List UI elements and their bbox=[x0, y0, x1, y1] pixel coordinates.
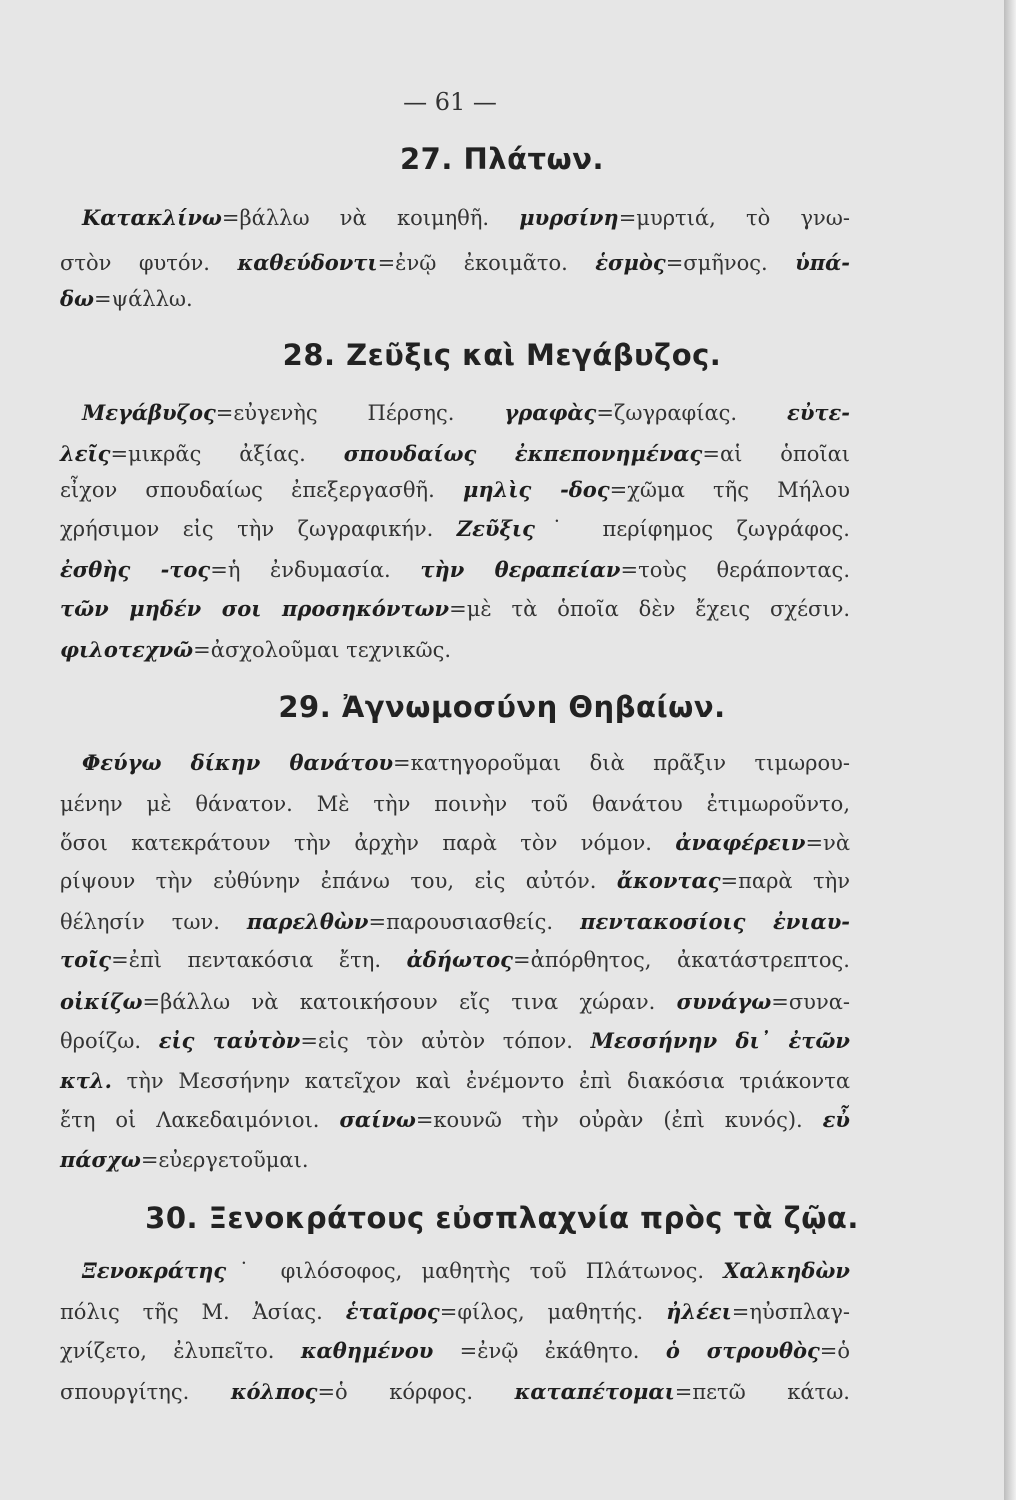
text-line bbox=[82, 748, 850, 778]
definition-text: μένην μὲ θάνατον. Μὲ τὴν ποινὴν τοῦ θανάτου ἐτιμωροῦντο, bbox=[60, 792, 850, 816]
glossary-term: λεῖς bbox=[60, 441, 111, 466]
text-line bbox=[60, 987, 850, 1017]
definition-text: =μικρᾶς ἀξίας. bbox=[110, 442, 344, 466]
definition-text: πόλις τῆς Μ. Ἀσίας. bbox=[60, 1300, 346, 1324]
definition-text: =ἐνῷ ἐκοιμᾶτο. bbox=[377, 251, 596, 275]
glossary-term: σπουδαίως ἐκπεπονημένας bbox=[343, 441, 703, 466]
text-line bbox=[60, 248, 850, 278]
glossary-term: οἰκίζω bbox=[60, 989, 143, 1014]
glossary-term: τὴν θεραπείαν bbox=[420, 557, 621, 582]
definition-text: =σμῆνος. bbox=[665, 251, 796, 275]
glossary-term: ἑταῖρος bbox=[345, 1299, 440, 1324]
definition-text: στὸν φυτόν. bbox=[60, 251, 238, 275]
definition-text: =συνα- bbox=[771, 990, 850, 1014]
glossary-term: ἄκοντας bbox=[616, 868, 721, 893]
text-line bbox=[60, 284, 850, 314]
definition-text: =ψάλλω. bbox=[94, 287, 193, 311]
section-29-heading: 29. Ἀγνωμοσύνη Θηβαίων. bbox=[278, 690, 726, 724]
definition-text: =αἱ ὁποῖαι bbox=[702, 442, 850, 466]
definition-text: =ηὐσπλαγ- bbox=[731, 1300, 850, 1324]
text-line bbox=[82, 1256, 850, 1286]
glossary-term: ἑσμὸς bbox=[595, 250, 666, 275]
text-line bbox=[60, 1297, 850, 1327]
definition-text: =πετῶ κάτω. bbox=[674, 1380, 850, 1404]
glossary-term: κτλ. bbox=[60, 1068, 112, 1093]
glossary-term: μυρσίνη bbox=[519, 205, 619, 230]
definition-text: =μὲ τὰ ὁποῖα δὲν ἔχεις σχέσιν. bbox=[449, 597, 851, 621]
glossary-term: ὑπά- bbox=[795, 250, 850, 275]
text-line bbox=[60, 907, 850, 937]
glossary-term: πεντακοσίοις ἐνιαυ- bbox=[580, 909, 850, 934]
definition-text: =εὐεργετοῦμαι. bbox=[140, 1148, 309, 1172]
glossary-term: σαίνω bbox=[339, 1107, 416, 1132]
glossary-term: Ξενοκράτης bbox=[82, 1258, 227, 1283]
glossary-term: Μεσσήνην δι᾽ ἐτῶν bbox=[590, 1028, 850, 1053]
text-line bbox=[60, 594, 850, 624]
glossary-term: καθημένου bbox=[300, 1338, 434, 1363]
glossary-term: Χαλκηδὼν bbox=[723, 1258, 850, 1283]
glossary-term: τοῖς bbox=[60, 947, 112, 972]
glossary-term: ἐσθὴς -τος bbox=[60, 557, 211, 582]
definition-text: =μυρτιά, τὸ γνω- bbox=[618, 206, 850, 230]
text-line bbox=[60, 635, 850, 665]
glossary-term: συνάγω bbox=[676, 989, 772, 1014]
definition-text: ρίψουν τὴν εὐθύνην ἐπάνω του, εἰς αὐτόν. bbox=[60, 869, 617, 893]
definition-text: θέλησίν των. bbox=[60, 910, 247, 934]
glossary-term: καταπέτομαι bbox=[514, 1379, 675, 1404]
glossary-term: ὁ στρουθὸς bbox=[665, 1338, 820, 1363]
section-27-heading: 27. Πλάτων. bbox=[400, 142, 604, 176]
text-line bbox=[60, 439, 850, 469]
glossary-term: τῶν μηδέν σοι προσηκόντων bbox=[60, 596, 450, 621]
text-line bbox=[60, 1026, 850, 1056]
text-line bbox=[60, 789, 850, 819]
definition-text: =εὐγενὴς Πέρσης. bbox=[215, 401, 505, 425]
glossary-term: φιλοτεχνῶ bbox=[60, 637, 194, 662]
definition-text: χνίζετο, ἐλυπεῖτο. bbox=[60, 1339, 301, 1363]
glossary-term: κόλπος bbox=[230, 1379, 318, 1404]
definition-text: =βάλλω νὰ κατοικήσουν εἴς τινα χώραν. bbox=[142, 990, 677, 1014]
definition-text: ˙ περίφημος ζωγράφος. bbox=[534, 517, 850, 541]
definition-text: =βάλλω νὰ κοιμηθῆ. bbox=[221, 206, 520, 230]
text-line bbox=[60, 1145, 850, 1175]
glossary-term: Ζεῦξις bbox=[456, 516, 535, 541]
text-line bbox=[60, 945, 850, 975]
text-line bbox=[60, 1066, 850, 1096]
glossary-term: γραφὰς bbox=[504, 400, 597, 425]
glossary-term: εὐτε- bbox=[787, 400, 850, 425]
text-line bbox=[82, 203, 850, 233]
definition-text: =παρὰ τὴν bbox=[720, 869, 851, 893]
definition-text: =ἀπόρθητος, ἀκατάστρεπτος. bbox=[512, 948, 850, 972]
definition-text: =νὰ bbox=[805, 831, 850, 855]
page-edge bbox=[1004, 0, 1016, 1500]
definition-text: =εἰς τὸν αὐτὸν τόπον. bbox=[300, 1029, 591, 1053]
glossary-term: καθεύδοντι bbox=[237, 250, 378, 275]
definition-text: =παρουσιασθείς. bbox=[368, 910, 581, 934]
definition-text: εἶχον σπουδαίως ἐπεξεργασθῆ. bbox=[60, 478, 463, 502]
text-line bbox=[60, 828, 850, 858]
text-line bbox=[60, 475, 850, 505]
definition-text: =ἡ ἐνδυμασία. bbox=[210, 558, 421, 582]
definition-text: =ὁ κόρφος. bbox=[317, 1380, 515, 1404]
definition-text: =φίλος, μαθητής. bbox=[439, 1300, 667, 1324]
definition-text: τὴν Μεσσήνην κατεῖχον καὶ ἐνέμοντο ἐπὶ διακόσια τριάκοντα bbox=[111, 1069, 850, 1093]
text-line bbox=[60, 866, 850, 896]
text-line bbox=[60, 555, 850, 585]
glossary-term: εἰς ταὐτὸν bbox=[158, 1028, 301, 1053]
text-line bbox=[60, 1377, 850, 1407]
definition-text: =χῶμα τῆς Μήλου bbox=[609, 478, 850, 502]
definition-text: ˙ φιλόσοφος, μαθητὴς τοῦ Πλάτωνος. bbox=[226, 1259, 724, 1283]
definition-text: =κουνῶ τὴν οὐρὰν (ἐπὶ κυνός). bbox=[415, 1108, 823, 1132]
definition-text: χρήσιμον εἰς τὴν ζωγραφικήν. bbox=[60, 517, 457, 541]
text-line bbox=[82, 398, 850, 428]
definition-text: =ἐνῷ ἐκάθητο. bbox=[433, 1339, 666, 1363]
definition-text: =τοὺς θεράποντας. bbox=[620, 558, 850, 582]
text-line bbox=[60, 1336, 850, 1366]
definition-text: σπουργίτης. bbox=[60, 1380, 231, 1404]
glossary-term: μηλὶς -δος bbox=[462, 477, 610, 502]
glossary-term: δω bbox=[60, 286, 95, 311]
glossary-term: Κατακλίνω bbox=[82, 205, 222, 230]
definition-text: =ἀσχολοῦμαι τεχνικῶς. bbox=[193, 638, 452, 662]
glossary-term: Φεύγω δίκην θανάτου bbox=[82, 750, 394, 775]
definition-text: ὅσοι κατεκράτουν τὴν ἀρχὴν παρὰ τὸν νόμον. bbox=[60, 831, 676, 855]
text-line bbox=[60, 514, 850, 544]
glossary-term: ἀδήωτος bbox=[406, 947, 513, 972]
definition-text: =κατηγοροῦμαι διὰ πρᾶξιν τιμωρου- bbox=[393, 751, 850, 775]
page-number: — 61 — bbox=[403, 88, 497, 116]
definition-text: ἔτη οἱ Λακεδαιμόνιοι. bbox=[60, 1108, 340, 1132]
text-line bbox=[60, 1105, 850, 1135]
definition-text: =ζωγραφίας. bbox=[596, 401, 788, 425]
glossary-term: παρελθὼν bbox=[246, 909, 369, 934]
glossary-term: Μεγάβυζος bbox=[82, 400, 216, 425]
glossary-term: ἠλέει bbox=[666, 1299, 732, 1324]
section-30-heading: 30. Ξενοκράτους εὐσπλαχνία πρὸς τὰ ζῷα. bbox=[145, 1201, 859, 1235]
definition-text: =ὁ bbox=[819, 1339, 851, 1363]
glossary-term: πάσχω bbox=[60, 1147, 141, 1172]
definition-text: =ἐπὶ πεντακόσια ἔτη. bbox=[111, 948, 407, 972]
section-28-heading: 28. Ζεῦξις καὶ Μεγάβυζος. bbox=[282, 338, 722, 372]
definition-text: θροίζω. bbox=[60, 1029, 159, 1053]
glossary-term: ἀναφέρειν bbox=[675, 830, 806, 855]
glossary-term: εὖ bbox=[822, 1107, 850, 1132]
